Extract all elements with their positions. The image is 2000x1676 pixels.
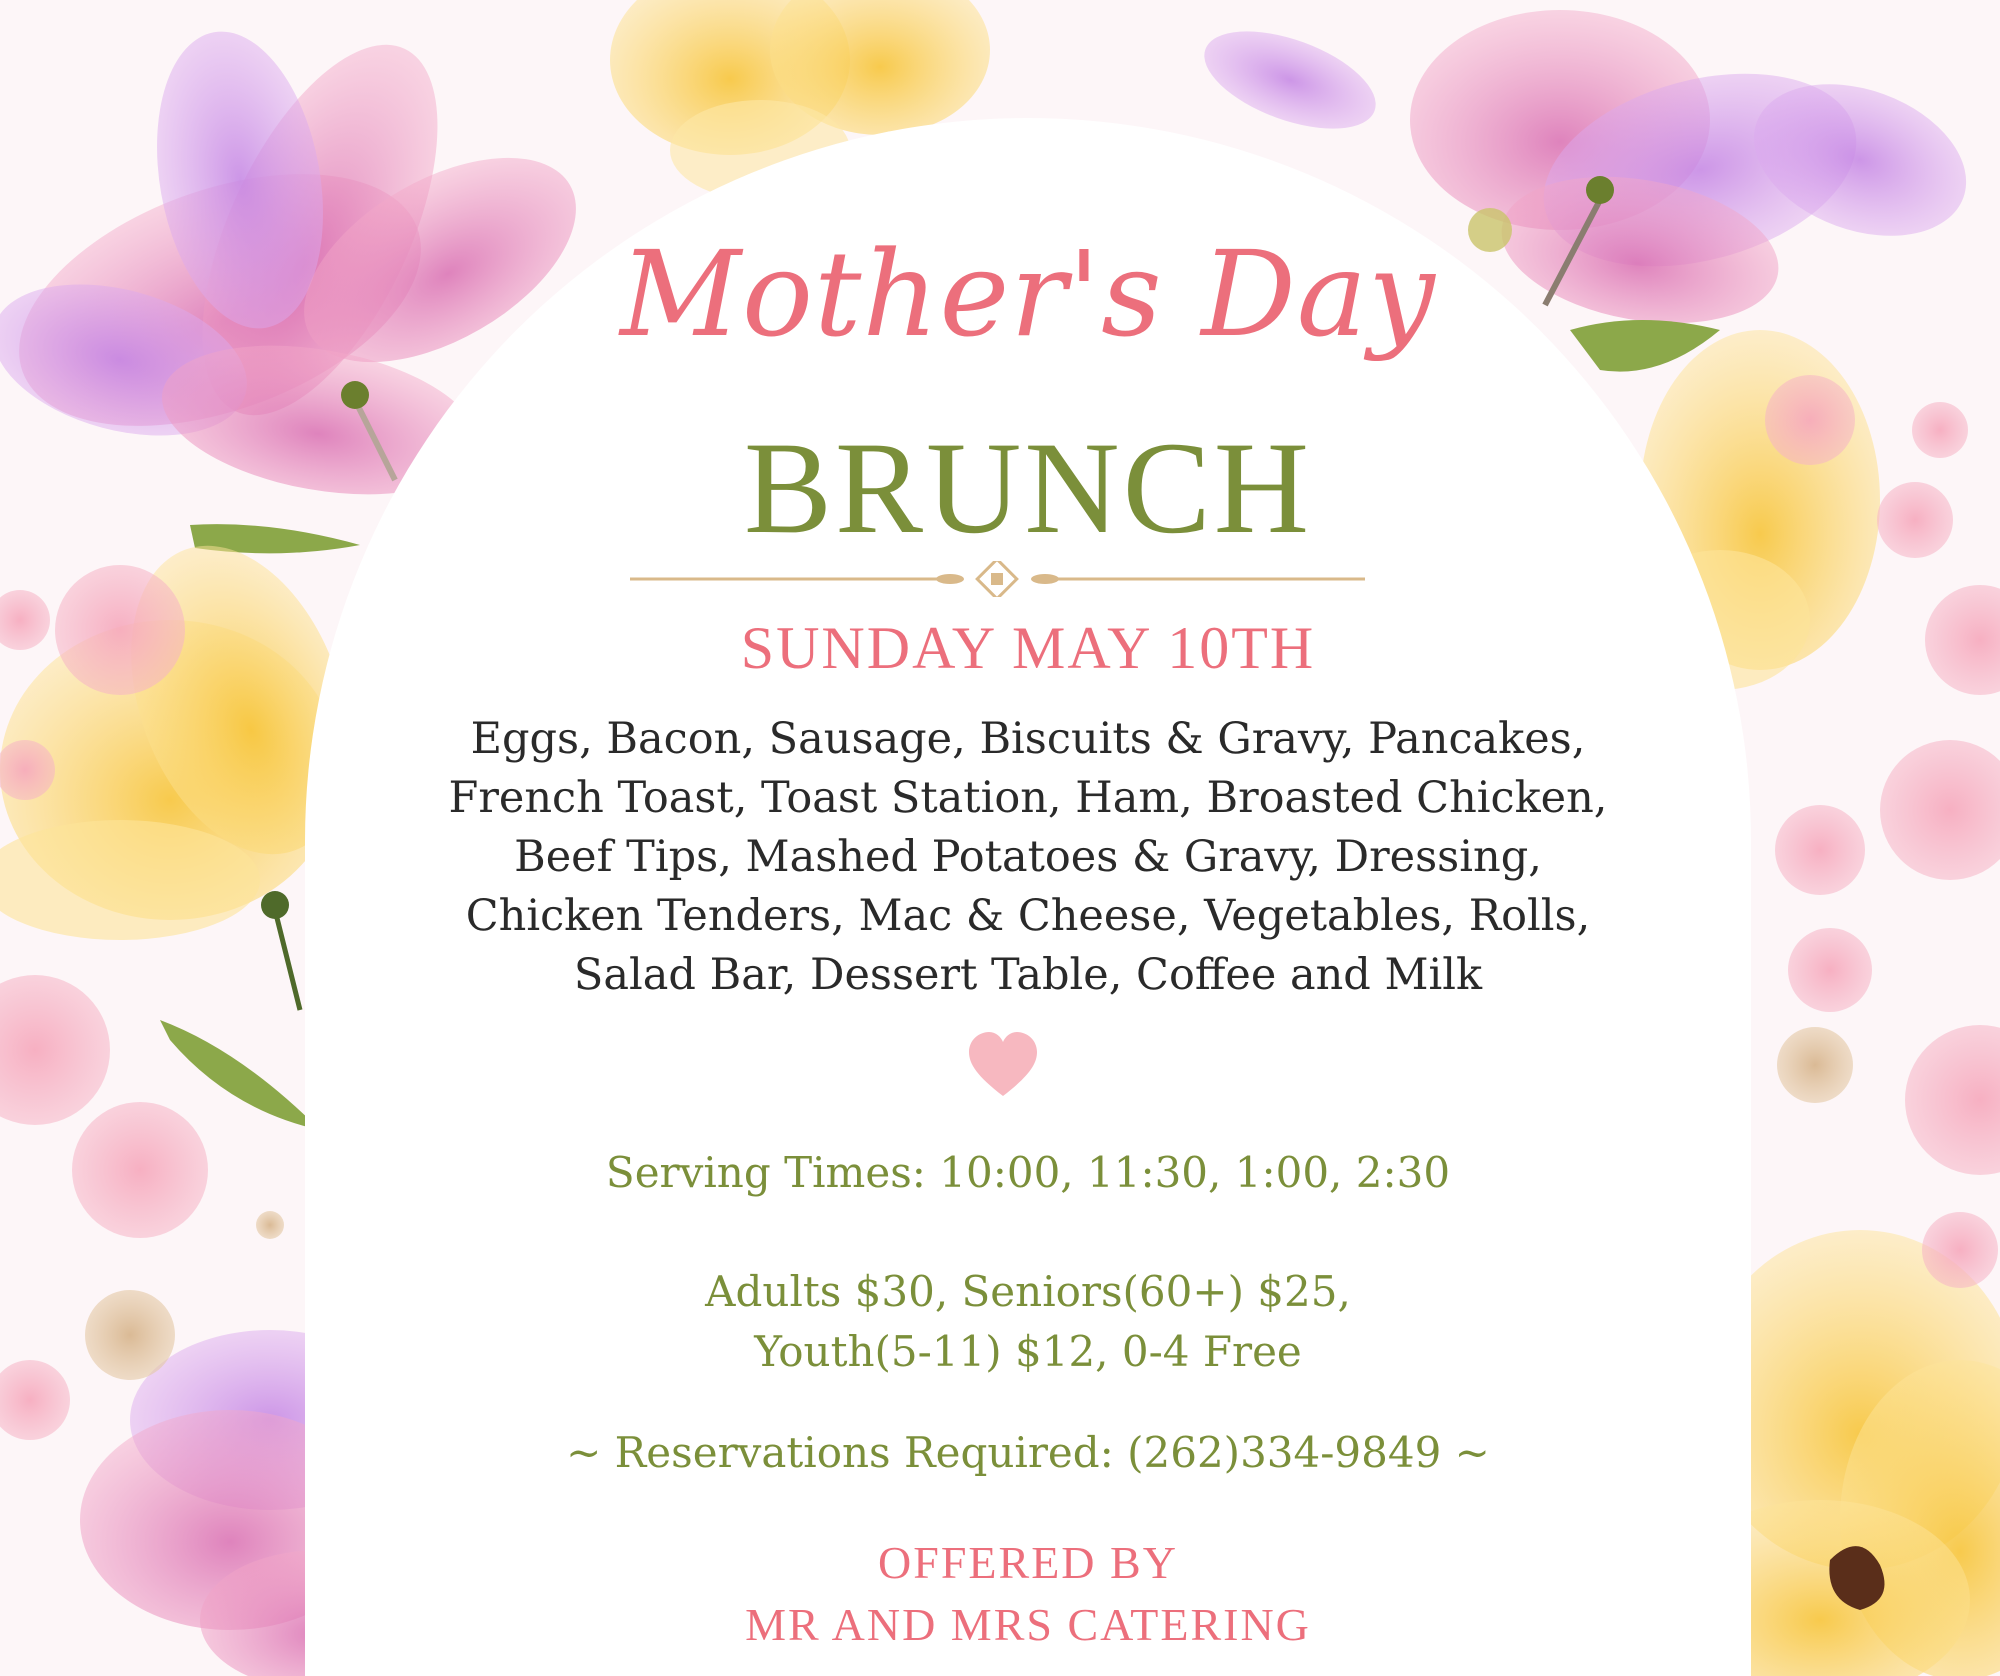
menu-line: Salad Bar, Dessert Table, Coffee and Milk <box>573 950 1483 1000</box>
offered-by-label: OFFERED BY <box>878 1537 1178 1588</box>
page-title: BRUNCH <box>743 414 1313 561</box>
price-line: Youth(5-11) $12, 0-4 Free <box>754 1327 1302 1376</box>
ornament-divider-icon <box>630 561 1365 597</box>
menu-list <box>305 710 1751 1005</box>
menu-line: French Toast, Toast Station, Ham, Broasted Chicken, <box>448 773 1608 823</box>
offered-by <box>305 1532 1751 1656</box>
heart-icon <box>967 1030 1039 1102</box>
menu-line: Beef Tips, Mashed Potatoes & Gravy, Dressing, <box>514 832 1542 882</box>
serving-times: Serving Times: 10:00, 11:30, 1:00, 2:30 <box>605 1148 1451 1197</box>
menu-line: Eggs, Bacon, Sausage, Biscuits & Gravy, Pancakes, <box>470 714 1586 764</box>
event-date: SUNDAY MAY 10TH <box>740 615 1316 681</box>
price-list <box>305 1262 1751 1382</box>
menu-line: Chicken Tenders, Mac & Cheese, Vegetables, Rolls, <box>465 891 1591 941</box>
flyer-content <box>305 0 1751 1676</box>
price-line: Adults $30, Seniors(60+) $25, <box>705 1267 1351 1316</box>
reservation-phone: ~ Reservations Required: (262)334-9849 ~ <box>566 1428 1490 1477</box>
title-script: Mother's Day <box>620 225 1436 363</box>
caterer-name: MR AND MRS CATERING <box>745 1599 1311 1650</box>
